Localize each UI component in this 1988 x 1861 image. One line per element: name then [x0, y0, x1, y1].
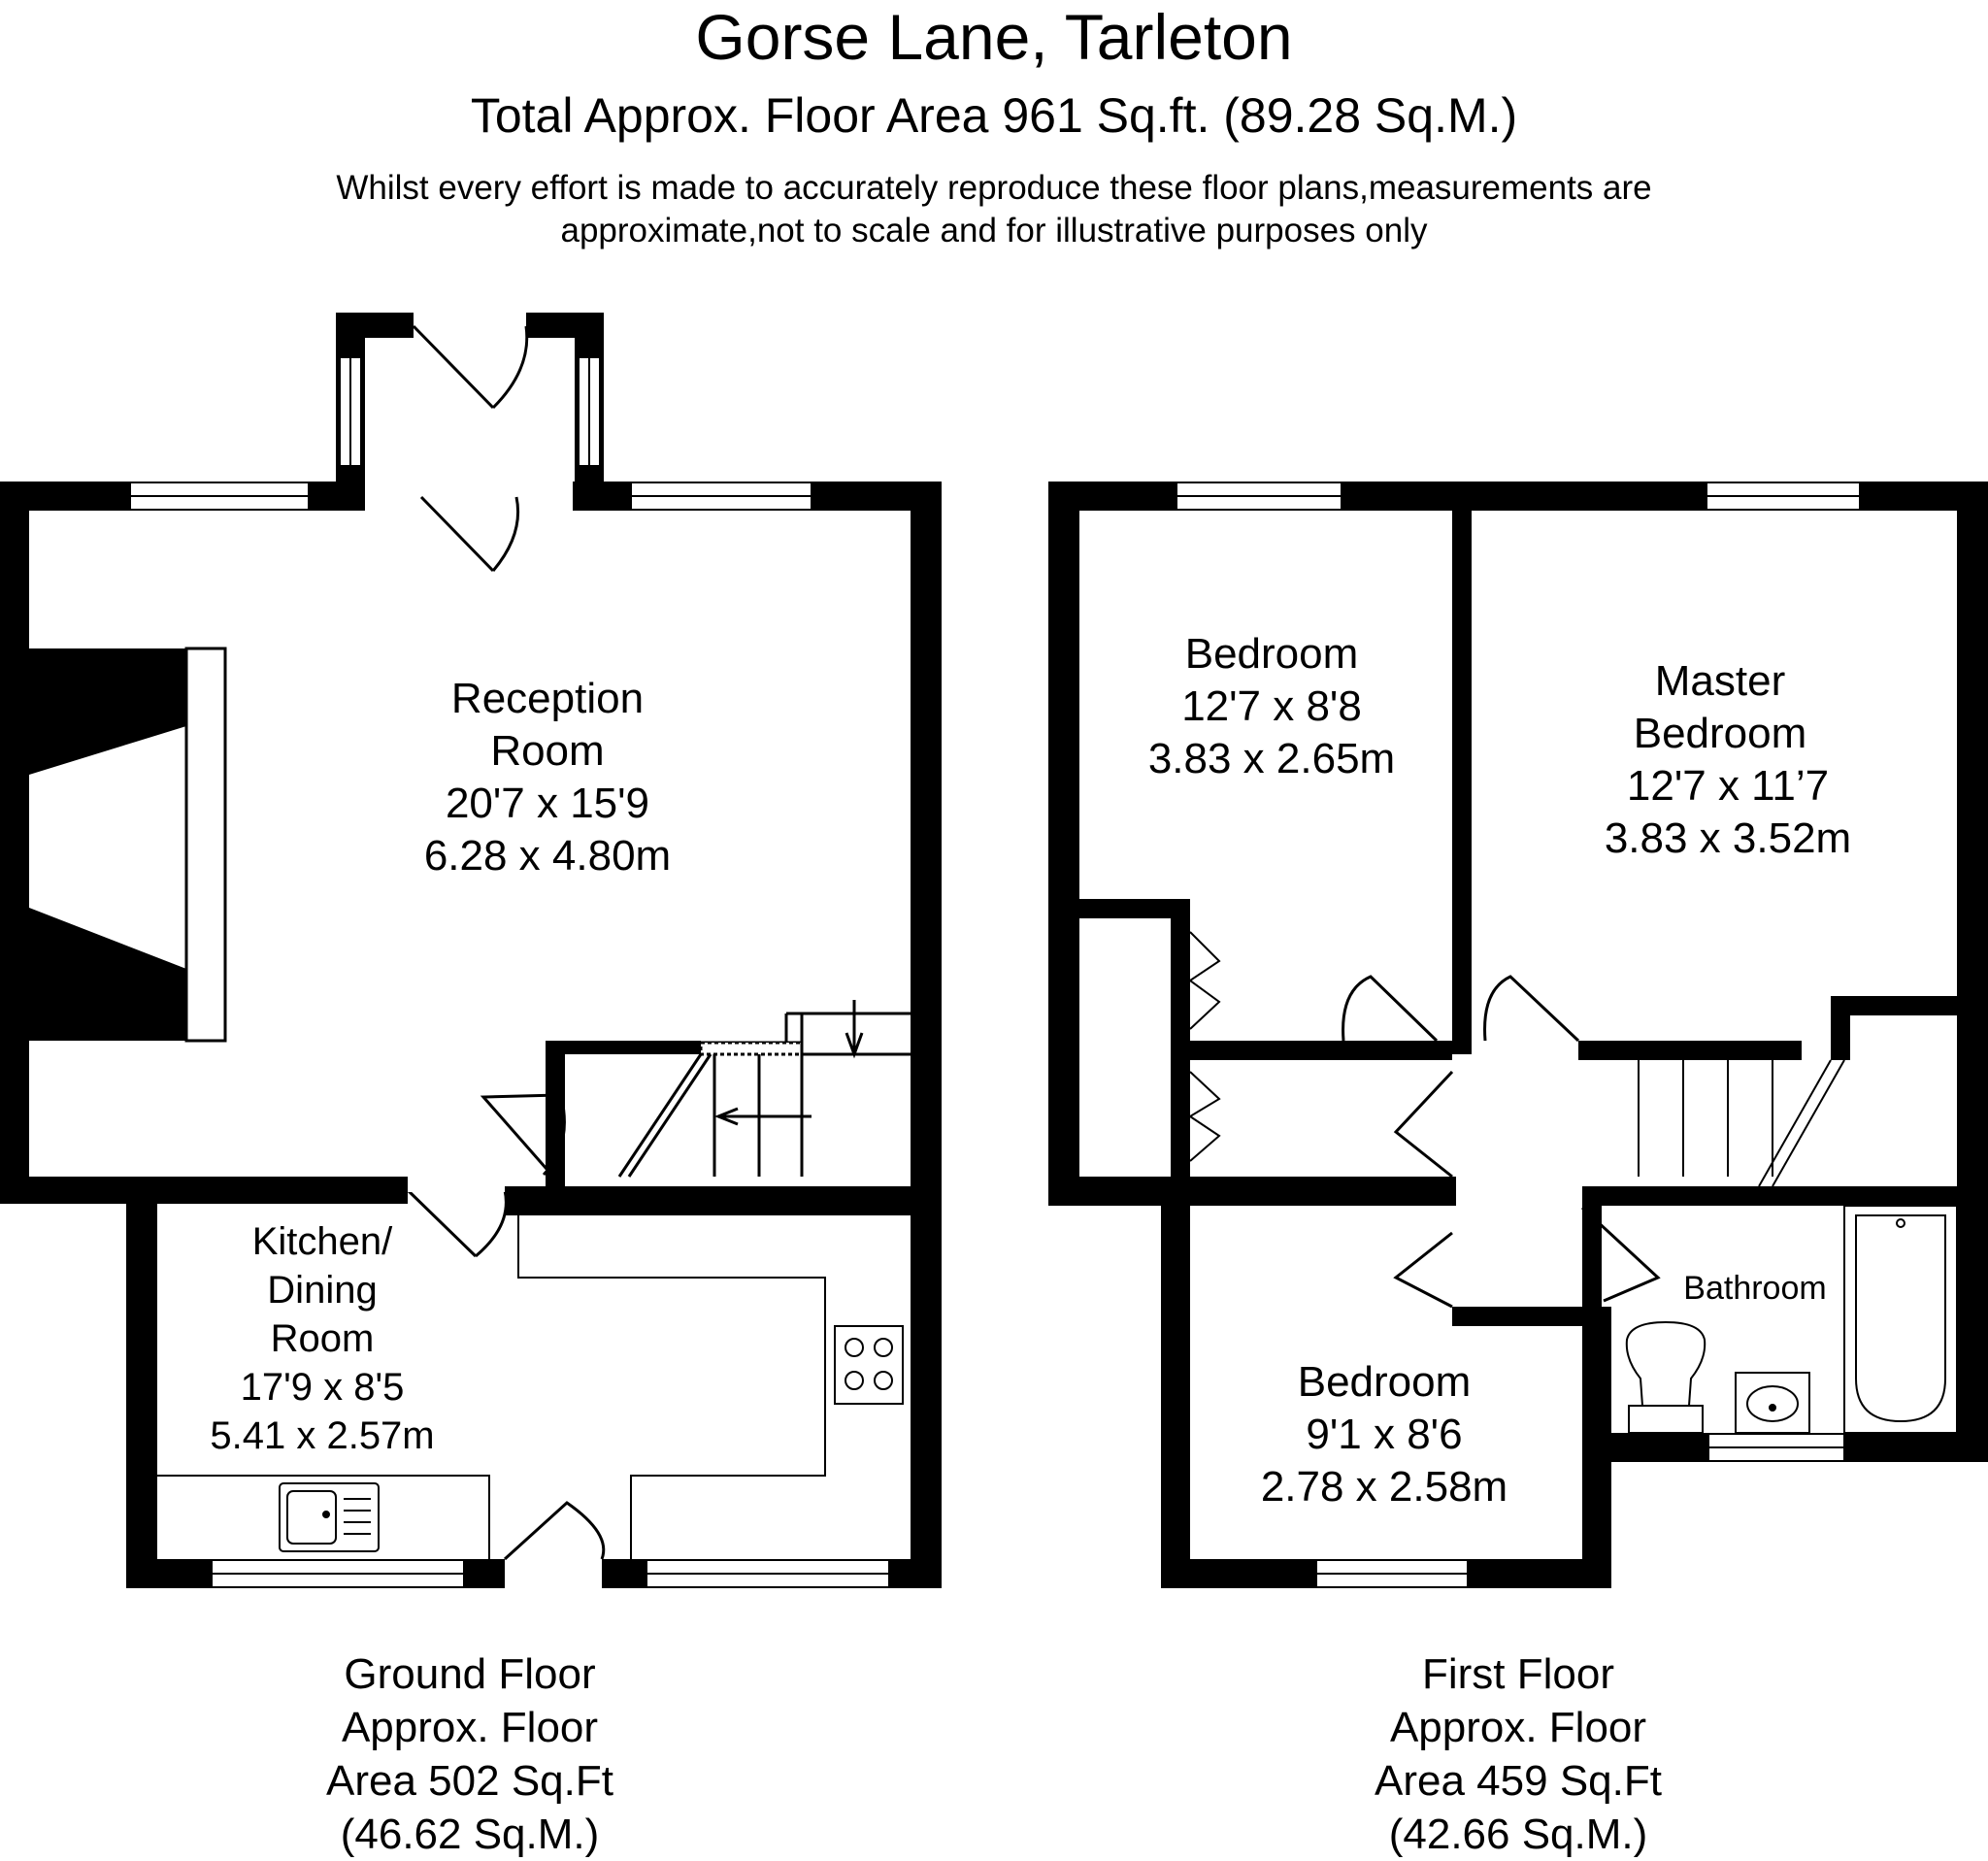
- ground-wall-left: [0, 482, 29, 1200]
- master-wall-bottom: [1578, 1041, 1802, 1060]
- master-name-1: Master: [1654, 657, 1786, 705]
- bath-icon: [1844, 1206, 1957, 1433]
- reception-name-2: Room: [490, 727, 605, 775]
- sink-icon: [280, 1483, 379, 1551]
- kitchen-name-3: Room: [270, 1317, 375, 1360]
- ground-label-line-3: Area 502 Sq.Ft: [326, 1757, 613, 1805]
- porch: [336, 313, 604, 571]
- reception-metric: 6.28 x 4.80m: [423, 832, 672, 880]
- master-imperial: 12'7 x 11’7: [1626, 762, 1830, 810]
- ground-wall-right: [911, 482, 942, 1588]
- cupboard-wall-v: [1171, 899, 1190, 1180]
- total-floor-area: Total Approx. Floor Area 961 Sq.ft. (89.28 Sq.M.): [470, 88, 1518, 143]
- hob-icon: [835, 1326, 903, 1404]
- kitchen-name-1: Kitchen/: [251, 1220, 393, 1263]
- ground-label-line-2: Approx. Floor: [341, 1704, 599, 1751]
- plan-title: Gorse Lane, Tarleton: [695, 1, 1293, 73]
- bath-wall-top: [1582, 1186, 1988, 1206]
- ground-wall-mid-right: [505, 1186, 942, 1215]
- first-floor-area-label: [1276, 1647, 1761, 1861]
- reception-imperial: 20'7 x 15'9: [445, 780, 650, 827]
- first-window-bath: [1708, 1434, 1844, 1461]
- first-window-bed1: [1176, 482, 1342, 510]
- first-label-line-3: Area 459 Sq.Ft: [1375, 1757, 1662, 1805]
- ground-floor-area-label: [227, 1647, 712, 1861]
- kitchen-window-left: [212, 1560, 464, 1587]
- first-wall-mid-divider: [1452, 511, 1472, 1054]
- ground-label-line-4: (46.62 Sq.M.): [340, 1811, 600, 1858]
- first-wall-left: [1048, 482, 1079, 1206]
- bed1-wall-bottom: [1190, 1041, 1452, 1060]
- master-name-2: Bedroom: [1633, 710, 1807, 757]
- disclaimer-line-1: Whilst every effort is made to accurately reproduce these floor plans,measurements are: [336, 169, 1652, 207]
- reception-name-1: Reception: [450, 675, 645, 722]
- first-window-master: [1706, 482, 1860, 510]
- bathroom-name: Bathroom: [1683, 1270, 1827, 1307]
- ground-label-line-1: Ground Floor: [344, 1650, 596, 1698]
- ground-window-top-left: [130, 482, 309, 510]
- bedroom1-metric: 3.83 x 2.65m: [1147, 735, 1396, 782]
- basin-icon: [1736, 1373, 1809, 1433]
- first-wall-left-bottom: [1048, 1177, 1456, 1206]
- first-stairs: [1639, 1060, 1844, 1186]
- bed2-wall-left: [1161, 1177, 1190, 1588]
- bath-wall-left: [1582, 1186, 1602, 1313]
- bedroom2-name: Bedroom: [1297, 1358, 1472, 1406]
- kitchen-door: [408, 1177, 506, 1256]
- kitchen-window-right: [646, 1560, 889, 1587]
- ground-wall-mid-left: [0, 1177, 408, 1204]
- ground-window-top-right: [631, 482, 812, 510]
- first-wall-right-lower: [1957, 1006, 1988, 1462]
- first-window-bed2: [1316, 1560, 1468, 1587]
- first-label-line-4: (42.66 Sq.M.): [1388, 1811, 1648, 1858]
- landing-wall: [1452, 1307, 1611, 1326]
- bedroom2-metric: 2.78 x 2.58m: [1260, 1463, 1508, 1511]
- kitchen-wall-left: [126, 1177, 157, 1588]
- bedroom2-imperial: 9'1 x 8'6: [1306, 1411, 1463, 1458]
- first-wall-right-upper: [1957, 482, 1988, 1006]
- disclaimer-line-2: approximate,not to scale and for illustrative purposes only: [560, 212, 1428, 249]
- master-wall-step-v: [1831, 996, 1850, 1060]
- kitchen-name-2: Dining: [267, 1269, 378, 1312]
- master-metric: 3.83 x 3.52m: [1604, 814, 1852, 862]
- bedroom1-imperial: 12'7 x 8'8: [1181, 682, 1362, 730]
- first-floor-doors: [1343, 977, 1658, 1307]
- first-floor-plan: [1048, 482, 1988, 1588]
- first-label-line-2: Approx. Floor: [1389, 1704, 1647, 1751]
- kitchen-metric: 5.41 x 2.57m: [210, 1414, 435, 1457]
- ground-floor-plan: [0, 313, 942, 1588]
- fireplace: [29, 648, 225, 1041]
- kitchen-imperial: 17'9 x 8'5: [240, 1366, 405, 1409]
- ground-stairs: [483, 1000, 911, 1186]
- first-label-line-1: First Floor: [1422, 1650, 1614, 1698]
- kitchen-back-door: [505, 1503, 604, 1559]
- bedroom1-name: Bedroom: [1184, 630, 1359, 678]
- toilet-icon: [1627, 1322, 1705, 1433]
